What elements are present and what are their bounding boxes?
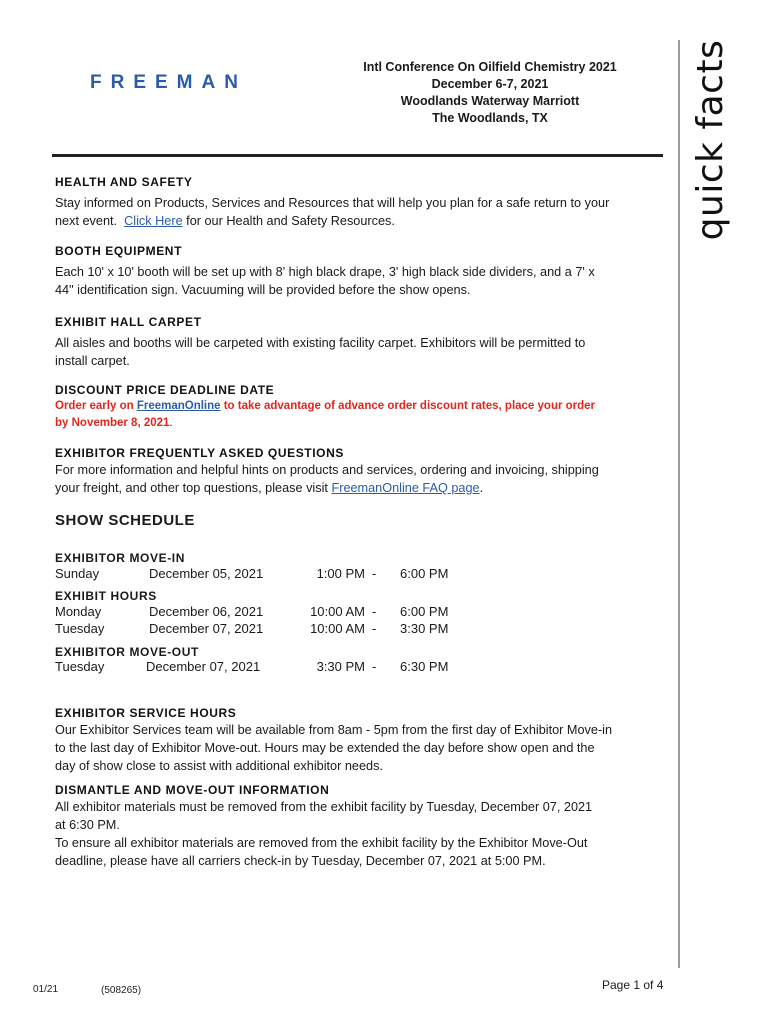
event-dates: December 6-7, 2021 bbox=[431, 77, 549, 91]
schedule-row bbox=[55, 659, 475, 676]
schedule-end: 6:00 PM bbox=[400, 604, 449, 619]
deadline-date: by November 8, 2021 bbox=[55, 417, 170, 429]
document-code: (508265) bbox=[101, 985, 142, 996]
exhibit-hours-heading: EXHIBIT HOURS bbox=[55, 589, 157, 603]
booth-section bbox=[55, 244, 665, 299]
text-line bbox=[55, 415, 665, 432]
text-line bbox=[55, 398, 665, 415]
faq-section bbox=[55, 446, 665, 497]
discount-notice bbox=[55, 398, 665, 432]
text: for our Health and Safety Resources. bbox=[182, 214, 395, 228]
text-line: For more information and helpful hints on products and services, ordering and invoicing, shipping bbox=[55, 463, 599, 477]
text-line bbox=[55, 212, 665, 230]
schedule-start: 10:00 AM bbox=[310, 604, 365, 619]
text-line bbox=[55, 479, 665, 497]
text-line: to the last day of Exhibitor Move-out. Hours may be extended the day before show open and the bbox=[55, 741, 595, 755]
move-out-heading: EXHIBITOR MOVE-OUT bbox=[55, 645, 199, 659]
event-city: The Woodlands, TX bbox=[432, 111, 548, 125]
schedule-day: Monday bbox=[55, 604, 102, 619]
text-line: All aisles and booths will be carpeted with existing facility carpet. Exhibitors will be permitted to bbox=[55, 336, 586, 350]
paragraph bbox=[55, 461, 665, 497]
health-section bbox=[55, 175, 665, 230]
text-line: To ensure all exhibitor materials are removed from the exhibit facility by the Exhibitor Move-Out bbox=[55, 836, 588, 850]
click-here-link[interactable]: Click Here bbox=[124, 214, 183, 228]
schedule-row bbox=[55, 621, 475, 638]
schedule-end: 6:30 PM bbox=[400, 659, 449, 674]
schedule-day: Tuesday bbox=[55, 621, 105, 636]
carpet-section bbox=[55, 315, 665, 370]
schedule-date: December 06, 2021 bbox=[149, 604, 264, 619]
freeman-logo: FREEMAN bbox=[90, 72, 247, 93]
schedule-start: 3:30 PM bbox=[316, 659, 365, 674]
schedule-day: Tuesday bbox=[55, 659, 105, 674]
text-line: at 6:30 PM. bbox=[55, 818, 120, 832]
schedule-day: Sunday bbox=[55, 566, 100, 581]
schedule-start: 1:00 PM bbox=[316, 566, 365, 581]
text-line: deadline, please have all carriers check-in by Tuesday, December 07, 2021 at 5:00 PM. bbox=[55, 854, 546, 868]
paragraph bbox=[55, 721, 665, 775]
section-heading: DISCOUNT PRICE DEADLINE DATE bbox=[55, 383, 275, 397]
event-venue: Woodlands Waterway Marriott bbox=[400, 94, 580, 108]
discount-section bbox=[55, 383, 665, 432]
text-line: Stay informed on Products, Services and Resources that will help you plan for a safe return to your bbox=[55, 196, 610, 210]
service-section bbox=[55, 706, 665, 775]
schedule-row bbox=[55, 604, 475, 621]
schedule-date: December 07, 2021 bbox=[146, 659, 261, 674]
schedule-dash: - bbox=[372, 566, 377, 581]
section-heading: EXHIBIT HALL CARPET bbox=[55, 315, 202, 329]
faq-page-link[interactable]: FreemanOnline FAQ page bbox=[331, 481, 480, 495]
schedule-end: 3:30 PM bbox=[400, 621, 449, 636]
text-line: Our Exhibitor Services team will be available from 8am - 5pm from the first day of Exhibitor Move-in bbox=[55, 723, 613, 737]
schedule-dash: - bbox=[372, 621, 377, 636]
paragraph bbox=[55, 194, 665, 230]
text-line: All exhibitor materials must be removed from the exhibit facility by Tuesday, December 07, 2021 bbox=[55, 800, 593, 814]
text: next event. bbox=[55, 214, 125, 228]
text: . bbox=[169, 417, 173, 429]
side-divider bbox=[678, 40, 680, 968]
text-line: Each 10' x 10' booth will be set up with 8' high black drape, 3' high black side dividers, and a 7' x bbox=[55, 265, 595, 279]
schedule-end: 6:00 PM bbox=[400, 566, 449, 581]
schedule-date: December 05, 2021 bbox=[149, 566, 264, 581]
text: . bbox=[479, 481, 484, 495]
schedule-dash: - bbox=[372, 659, 377, 674]
text-line: day of show close to assist with additional exhibitor needs. bbox=[55, 759, 383, 773]
schedule-dash: - bbox=[372, 604, 377, 619]
text-line: 44" identification sign. Vacuuming will be provided before the show opens. bbox=[55, 283, 471, 297]
section-heading: EXHIBITOR FREQUENTLY ASKED QUESTIONS bbox=[55, 446, 344, 460]
paragraph bbox=[55, 334, 665, 370]
event-header bbox=[320, 59, 660, 127]
section-heading: DISMANTLE AND MOVE-OUT INFORMATION bbox=[55, 783, 330, 797]
text-line: install carpet. bbox=[55, 354, 130, 368]
page-number: Page 1 of 4 bbox=[602, 978, 664, 992]
event-name: Intl Conference On Oilfield Chemistry 2021 bbox=[363, 60, 617, 74]
header-rule bbox=[52, 154, 663, 157]
schedule-date: December 07, 2021 bbox=[149, 621, 264, 636]
text: Order early on bbox=[55, 400, 137, 412]
dismantle-section bbox=[55, 783, 665, 870]
schedule-start: 10:00 AM bbox=[310, 621, 365, 636]
paragraph bbox=[55, 798, 665, 870]
freemanonline-link[interactable]: FreemanOnline bbox=[136, 400, 221, 412]
section-heading: EXHIBITOR SERVICE HOURS bbox=[55, 706, 237, 720]
move-in-heading: EXHIBITOR MOVE-IN bbox=[55, 551, 185, 565]
paragraph bbox=[55, 263, 665, 299]
revision-code: 01/21 bbox=[33, 984, 59, 995]
text: your freight, and other top questions, please visit bbox=[55, 481, 332, 495]
section-heading: HEALTH AND SAFETY bbox=[55, 175, 193, 189]
text: to take advantage of advance order discount rates, place your order bbox=[220, 400, 596, 412]
schedule-row bbox=[55, 566, 475, 583]
side-title: quick facts bbox=[690, 39, 731, 241]
show-schedule-title: SHOW SCHEDULE bbox=[55, 512, 195, 529]
section-heading: BOOTH EQUIPMENT bbox=[55, 244, 183, 258]
